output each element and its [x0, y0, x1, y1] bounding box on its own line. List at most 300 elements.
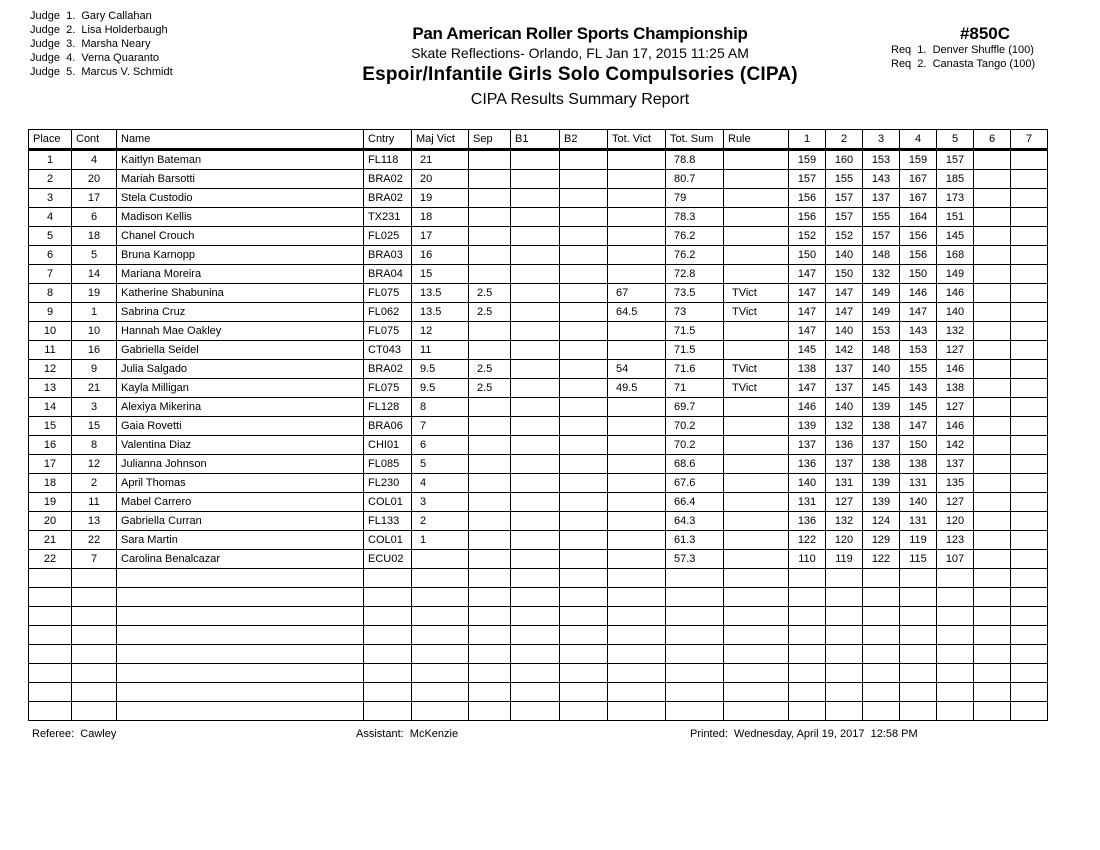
cell-rule: TVict — [724, 303, 789, 322]
cell-country — [364, 626, 412, 645]
cell-place: 19 — [29, 493, 72, 512]
cell-judge-5: 146 — [937, 360, 974, 379]
cell-judge-6 — [974, 683, 1011, 702]
cell-name: Mabel Carrero — [117, 493, 364, 512]
cell-judge-7 — [1011, 265, 1048, 284]
cell-tot-vict: 54 — [608, 360, 666, 379]
cell-cont: 7 — [72, 550, 117, 569]
table-row — [29, 455, 1048, 474]
cell-b2 — [560, 550, 608, 569]
cell-judge-3: 149 — [863, 303, 900, 322]
cell-cont: 8 — [72, 436, 117, 455]
cell-judge-2: 140 — [826, 246, 863, 265]
cell-sep — [469, 227, 511, 246]
cell-judge-7 — [1011, 664, 1048, 683]
cell-judge-4 — [900, 626, 937, 645]
cell-place: 20 — [29, 512, 72, 531]
cell-tot-vict — [608, 417, 666, 436]
cell-place: 2 — [29, 170, 72, 189]
cell-place: 8 — [29, 284, 72, 303]
cell-b2 — [560, 436, 608, 455]
cell-tot-vict: 49.5 — [608, 379, 666, 398]
cell-b2 — [560, 379, 608, 398]
cell-b1 — [511, 474, 560, 493]
cell-rule — [724, 322, 789, 341]
cell-judge-7 — [1011, 284, 1048, 303]
cell-judge-3: 138 — [863, 417, 900, 436]
cell-judge-7 — [1011, 322, 1048, 341]
table-row — [29, 398, 1048, 417]
cell-place: 11 — [29, 341, 72, 360]
cell-b1 — [511, 417, 560, 436]
cell-rule — [724, 664, 789, 683]
cell-judge-4: 159 — [900, 150, 937, 170]
cell-b2 — [560, 398, 608, 417]
cell-rule — [724, 341, 789, 360]
cell-maj-vict — [412, 607, 469, 626]
cell-judge-6 — [974, 702, 1011, 721]
cell-tot-sum — [666, 588, 724, 607]
cell-country — [364, 645, 412, 664]
cell-b2 — [560, 246, 608, 265]
cell-judge-7 — [1011, 398, 1048, 417]
cell-b1 — [511, 455, 560, 474]
cell-b1 — [511, 398, 560, 417]
table-row — [29, 322, 1048, 341]
cell-judge-1: 140 — [789, 474, 826, 493]
cell-sep — [469, 341, 511, 360]
cell-tot-vict — [608, 341, 666, 360]
table-row — [29, 493, 1048, 512]
cell-sep — [469, 150, 511, 170]
cell-b2 — [560, 588, 608, 607]
cell-maj-vict: 6 — [412, 436, 469, 455]
cell-judge-7 — [1011, 436, 1048, 455]
cell-judge-1: 145 — [789, 341, 826, 360]
empty-row — [29, 664, 1048, 683]
cell-tot-vict — [608, 227, 666, 246]
cell-judge-1: 110 — [789, 550, 826, 569]
cell-rule — [724, 683, 789, 702]
cell-judge-3: 132 — [863, 265, 900, 284]
cell-place: 22 — [29, 550, 72, 569]
requirement-1: Req 1. Denver Shuffle (100) — [891, 44, 1034, 56]
cell-b2 — [560, 455, 608, 474]
cell-rule — [724, 189, 789, 208]
cell-judge-3: 129 — [863, 531, 900, 550]
cell-rule — [724, 512, 789, 531]
cell-judge-3 — [863, 588, 900, 607]
cell-country: COL01 — [364, 493, 412, 512]
cell-cont: 13 — [72, 512, 117, 531]
cell-rule: TVict — [724, 379, 789, 398]
cell-judge-2: 147 — [826, 303, 863, 322]
judge-5: Judge 5. Marcus V. Schmidt — [30, 66, 173, 78]
cell-maj-vict: 19 — [412, 189, 469, 208]
cell-cont — [72, 588, 117, 607]
cell-judge-7 — [1011, 645, 1048, 664]
cell-judge-7 — [1011, 341, 1048, 360]
cell-name: Kayla Milligan — [117, 379, 364, 398]
cell-judge-3: 148 — [863, 341, 900, 360]
cell-judge-6 — [974, 474, 1011, 493]
cell-judge-7 — [1011, 208, 1048, 227]
cell-judge-7 — [1011, 170, 1048, 189]
cell-judge-1: 150 — [789, 246, 826, 265]
cell-sep — [469, 645, 511, 664]
cell-b2 — [560, 569, 608, 588]
cell-judge-5 — [937, 588, 974, 607]
cell-cont: 3 — [72, 398, 117, 417]
cell-judge-5: 157 — [937, 150, 974, 170]
cell-tot-sum: 57.3 — [666, 550, 724, 569]
cell-judge-4: 143 — [900, 379, 937, 398]
cell-b2 — [560, 512, 608, 531]
cell-judge-1 — [789, 645, 826, 664]
cell-cont — [72, 607, 117, 626]
cell-place: 17 — [29, 455, 72, 474]
cell-judge-2: 136 — [826, 436, 863, 455]
cell-judge-6 — [974, 379, 1011, 398]
cell-place: 18 — [29, 474, 72, 493]
cell-b1 — [511, 550, 560, 569]
cell-judge-7 — [1011, 702, 1048, 721]
cell-name — [117, 569, 364, 588]
cell-country: BRA02 — [364, 360, 412, 379]
cell-judge-2: 140 — [826, 398, 863, 417]
cell-maj-vict: 8 — [412, 398, 469, 417]
col-b2: B2 — [560, 130, 608, 150]
cell-sep — [469, 512, 511, 531]
cell-judge-1: 147 — [789, 284, 826, 303]
cell-sep — [469, 588, 511, 607]
cell-judge-1: 131 — [789, 493, 826, 512]
cell-maj-vict: 9.5 — [412, 360, 469, 379]
cell-b1 — [511, 150, 560, 170]
cell-maj-vict — [412, 626, 469, 645]
cell-tot-sum: 72.8 — [666, 265, 724, 284]
cell-sep — [469, 189, 511, 208]
cell-judge-6 — [974, 550, 1011, 569]
cell-name: Kaitlyn Bateman — [117, 150, 364, 170]
cell-b2 — [560, 265, 608, 284]
cell-sep — [469, 531, 511, 550]
cell-judge-7 — [1011, 455, 1048, 474]
cell-judge-4 — [900, 588, 937, 607]
cell-judge-4 — [900, 607, 937, 626]
cell-b2 — [560, 284, 608, 303]
cell-b1 — [511, 170, 560, 189]
report-type: CIPA Results Summary Report — [470, 91, 690, 108]
cell-judge-3: 148 — [863, 246, 900, 265]
cell-tot-vict — [608, 607, 666, 626]
cell-sep — [469, 683, 511, 702]
requirement-2: Req 2. Canasta Tango (100) — [891, 58, 1036, 70]
table-row — [29, 379, 1048, 398]
cell-judge-3 — [863, 702, 900, 721]
cell-b1 — [511, 626, 560, 645]
cell-tot-sum — [666, 607, 724, 626]
cell-judge-1: 137 — [789, 436, 826, 455]
cell-tot-vict — [608, 569, 666, 588]
cell-b2 — [560, 208, 608, 227]
cell-judge-6 — [974, 607, 1011, 626]
cell-cont: 9 — [72, 360, 117, 379]
cell-judge-4: 138 — [900, 455, 937, 474]
cell-tot-vict — [608, 170, 666, 189]
cell-sep: 2.5 — [469, 284, 511, 303]
cell-judge-5: 132 — [937, 322, 974, 341]
cell-tot-sum: 71.5 — [666, 341, 724, 360]
cell-rule — [724, 645, 789, 664]
cell-b1 — [511, 436, 560, 455]
cell-judge-6 — [974, 455, 1011, 474]
cell-name — [117, 702, 364, 721]
cell-b1 — [511, 379, 560, 398]
cell-maj-vict: 13.5 — [412, 284, 469, 303]
report-venue-date: Skate Reflections- Orlando, FL Jan 17, 2015 11:25 AM — [411, 45, 749, 61]
cell-country: BRA04 — [364, 265, 412, 284]
cell-b2 — [560, 531, 608, 550]
cell-maj-vict: 4 — [412, 474, 469, 493]
cell-tot-vict — [608, 322, 666, 341]
cell-judge-3: 137 — [863, 436, 900, 455]
cell-name — [117, 645, 364, 664]
cell-country: FL133 — [364, 512, 412, 531]
cell-judge-2 — [826, 588, 863, 607]
table-row — [29, 170, 1048, 189]
cell-country: TX231 — [364, 208, 412, 227]
table-row — [29, 360, 1048, 379]
cell-country: FL128 — [364, 398, 412, 417]
cell-name: Katherine Shabunina — [117, 284, 364, 303]
cell-judge-2: 140 — [826, 322, 863, 341]
cell-b2 — [560, 493, 608, 512]
cell-judge-2 — [826, 664, 863, 683]
cell-judge-4: 150 — [900, 265, 937, 284]
results-body — [29, 150, 1048, 721]
cell-judge-4: 147 — [900, 417, 937, 436]
cell-name: Gaia Rovetti — [117, 417, 364, 436]
cell-place: 10 — [29, 322, 72, 341]
cell-maj-vict — [412, 588, 469, 607]
cell-judge-6 — [974, 246, 1011, 265]
cell-b1 — [511, 512, 560, 531]
cell-tot-sum: 67.6 — [666, 474, 724, 493]
cell-name — [117, 683, 364, 702]
table-row — [29, 246, 1048, 265]
cell-judge-4: 155 — [900, 360, 937, 379]
cell-judge-1: 147 — [789, 265, 826, 284]
cell-judge-2: 137 — [826, 379, 863, 398]
empty-row — [29, 626, 1048, 645]
cell-tot-sum: 76.2 — [666, 227, 724, 246]
cell-tot-vict — [608, 702, 666, 721]
cell-judge-5: 138 — [937, 379, 974, 398]
cell-b1 — [511, 303, 560, 322]
table-row — [29, 284, 1048, 303]
cell-judge-3 — [863, 569, 900, 588]
cell-sep — [469, 474, 511, 493]
cell-maj-vict — [412, 550, 469, 569]
cell-judge-5 — [937, 626, 974, 645]
cell-b2 — [560, 474, 608, 493]
cell-place — [29, 683, 72, 702]
cell-country: BRA02 — [364, 189, 412, 208]
cell-judge-1: 138 — [789, 360, 826, 379]
cell-judge-3: 140 — [863, 360, 900, 379]
cell-judge-2: 157 — [826, 189, 863, 208]
cell-sep — [469, 626, 511, 645]
cell-judge-2: 150 — [826, 265, 863, 284]
event-number: #850C — [959, 24, 1011, 43]
cell-b2 — [560, 303, 608, 322]
cell-judge-1: 136 — [789, 455, 826, 474]
table-row — [29, 150, 1048, 170]
cell-country — [364, 607, 412, 626]
cell-judge-6 — [974, 208, 1011, 227]
table-row — [29, 436, 1048, 455]
cell-judge-2: 131 — [826, 474, 863, 493]
cell-place — [29, 569, 72, 588]
cell-judge-4: 140 — [900, 493, 937, 512]
cell-b2 — [560, 607, 608, 626]
cell-sep — [469, 436, 511, 455]
cell-sep: 2.5 — [469, 303, 511, 322]
cell-cont: 1 — [72, 303, 117, 322]
cell-cont: 6 — [72, 208, 117, 227]
table-row — [29, 341, 1048, 360]
cell-judge-5: 146 — [937, 417, 974, 436]
cell-b1 — [511, 322, 560, 341]
cell-b1 — [511, 588, 560, 607]
cell-b2 — [560, 341, 608, 360]
cell-judge-5: 127 — [937, 493, 974, 512]
cell-judge-3 — [863, 683, 900, 702]
table-row — [29, 531, 1048, 550]
cell-rule — [724, 150, 789, 170]
cell-cont: 10 — [72, 322, 117, 341]
cell-place — [29, 702, 72, 721]
cell-b1 — [511, 702, 560, 721]
cell-cont — [72, 645, 117, 664]
cell-judge-1: 152 — [789, 227, 826, 246]
cell-country — [364, 569, 412, 588]
cell-tot-vict — [608, 455, 666, 474]
cell-sep — [469, 550, 511, 569]
cell-name: Valentina Diaz — [117, 436, 364, 455]
col-tot-sum: Tot. Sum — [666, 130, 724, 150]
cell-name: Carolina Benalcazar — [117, 550, 364, 569]
cell-judge-6 — [974, 360, 1011, 379]
cell-country: CHI01 — [364, 436, 412, 455]
cell-name: Mariana Moreira — [117, 265, 364, 284]
cell-judge-3 — [863, 664, 900, 683]
cell-judge-4: 119 — [900, 531, 937, 550]
cell-judge-5: 146 — [937, 284, 974, 303]
cell-country: ECU02 — [364, 550, 412, 569]
cell-tot-sum — [666, 569, 724, 588]
cell-country: FL118 — [364, 150, 412, 170]
cell-place: 1 — [29, 150, 72, 170]
cell-country — [364, 664, 412, 683]
cell-tot-vict — [608, 189, 666, 208]
cell-judge-3: 124 — [863, 512, 900, 531]
cell-country: CT043 — [364, 341, 412, 360]
cell-judge-4 — [900, 569, 937, 588]
cell-judge-1 — [789, 664, 826, 683]
cell-sep: 2.5 — [469, 360, 511, 379]
cell-judge-7 — [1011, 227, 1048, 246]
cell-rule — [724, 417, 789, 436]
cell-b2 — [560, 150, 608, 170]
cell-country — [364, 702, 412, 721]
cell-country: FL075 — [364, 322, 412, 341]
cell-name: April Thomas — [117, 474, 364, 493]
cell-judge-7 — [1011, 303, 1048, 322]
cell-judge-1: 147 — [789, 379, 826, 398]
cell-judge-5: 123 — [937, 531, 974, 550]
cell-judge-1 — [789, 702, 826, 721]
cell-judge-1: 159 — [789, 150, 826, 170]
col-rule: Rule — [724, 130, 789, 150]
cell-judge-3: 137 — [863, 189, 900, 208]
judge-4: Judge 4. Verna Quaranto — [30, 52, 160, 64]
cell-judge-5: 120 — [937, 512, 974, 531]
cell-b1 — [511, 341, 560, 360]
col-judge-5: 5 — [937, 130, 974, 150]
cell-place — [29, 607, 72, 626]
cell-judge-5 — [937, 607, 974, 626]
cell-cont: 16 — [72, 341, 117, 360]
cell-b2 — [560, 626, 608, 645]
cell-cont: 4 — [72, 150, 117, 170]
cell-judge-6 — [974, 150, 1011, 170]
cell-country — [364, 588, 412, 607]
cell-judge-2: 132 — [826, 512, 863, 531]
cell-sep — [469, 455, 511, 474]
cell-maj-vict: 5 — [412, 455, 469, 474]
judge-2: Judge 2. Lisa Holderbaugh — [30, 24, 168, 36]
empty-row — [29, 569, 1048, 588]
cell-place: 21 — [29, 531, 72, 550]
cell-judge-4: 147 — [900, 303, 937, 322]
table-row — [29, 512, 1048, 531]
cell-tot-sum: 64.3 — [666, 512, 724, 531]
cell-tot-sum — [666, 664, 724, 683]
table-row — [29, 265, 1048, 284]
cell-judge-7 — [1011, 246, 1048, 265]
cell-place: 4 — [29, 208, 72, 227]
cell-b2 — [560, 322, 608, 341]
cell-name: Gabriella Curran — [117, 512, 364, 531]
table-row — [29, 550, 1048, 569]
cell-judge-3: 145 — [863, 379, 900, 398]
cell-judge-4: 145 — [900, 398, 937, 417]
cell-country: FL075 — [364, 379, 412, 398]
cell-tot-vict — [608, 531, 666, 550]
cell-judge-2: 155 — [826, 170, 863, 189]
cell-place: 6 — [29, 246, 72, 265]
cell-sep — [469, 208, 511, 227]
cell-judge-2 — [826, 702, 863, 721]
cell-tot-sum: 69.7 — [666, 398, 724, 417]
cell-maj-vict: 17 — [412, 227, 469, 246]
cell-judge-6 — [974, 664, 1011, 683]
cell-judge-4: 164 — [900, 208, 937, 227]
cell-b2 — [560, 417, 608, 436]
cell-judge-5: 145 — [937, 227, 974, 246]
